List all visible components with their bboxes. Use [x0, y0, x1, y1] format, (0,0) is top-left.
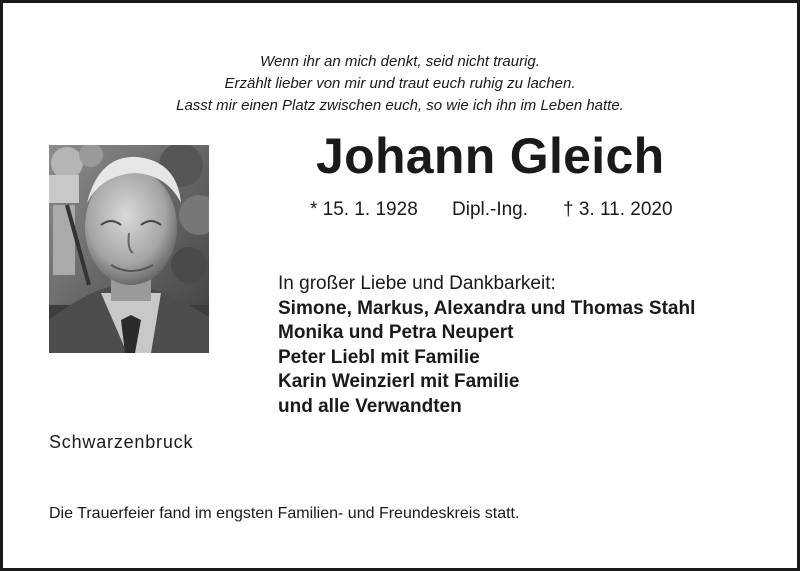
poem-line-1: Wenn ihr an mich denkt, seid nicht traurig.	[260, 53, 540, 70]
mourner-line: Simone, Markus, Alexandra und Thomas Stahl	[278, 298, 696, 319]
mourner-line: Monika und Petra Neupert	[278, 322, 514, 344]
portrait-photo	[49, 145, 209, 353]
place-name: Schwarzenbruck	[49, 432, 194, 452]
death-date: † 3. 11. 2020	[563, 199, 673, 220]
academic-title: Dipl.-Ing.	[452, 199, 529, 220]
memorial-poem	[3, 51, 797, 117]
mourners-intro: In großer Liebe und Dankbarkeit:	[278, 273, 556, 294]
mourners-list	[278, 297, 695, 419]
poem-line-2: Erzählt lieber von mir und traut euch ruhig zu lachen.	[224, 75, 576, 92]
deceased-name: Johann Gleich	[316, 128, 665, 184]
mourner-line: und alle Verwandten	[278, 395, 462, 417]
funeral-note: Die Trauerfeier fand im engsten Familien- und Freundeskreis statt.	[49, 505, 520, 522]
mourner-line: Peter Liebl mit Familie	[278, 346, 480, 368]
mourner-line: Karin Weinzierl mit Familie	[278, 371, 520, 393]
poem-line-3: Lasst mir einen Platz zwischen euch, so wie ich ihn im Leben hatte.	[176, 97, 624, 114]
birth-date: * 15. 1. 1928	[310, 199, 418, 220]
